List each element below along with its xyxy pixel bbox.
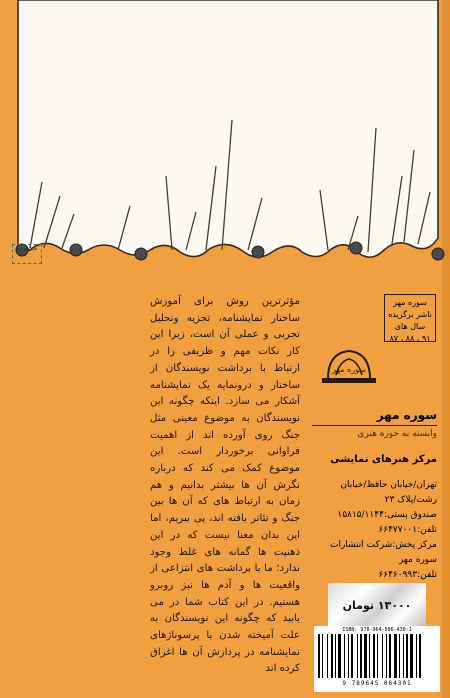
award-line-2: ناشر برگزیده سال های (388, 310, 432, 331)
address-line: تلفن:۶۶۴۶۰۹۹۳ (378, 570, 437, 580)
isbn-barcode (314, 626, 440, 692)
address-line: صندوق پستی:۱۵۸۱۵/۱۱۴۴ (337, 510, 437, 520)
isbn-text: ISBN: 978-964-506-430-1 (342, 627, 412, 633)
address-line: سوره مهر (398, 555, 437, 565)
address-line: تهران/خیابان حافظ/خیابان (340, 480, 437, 490)
logo-text: سوره مهر (332, 365, 366, 374)
award-years: ۹۱ ، ۸۸ ، ۸۷ (389, 334, 431, 343)
address-line: رشت/پلاک ۲۳ (384, 495, 437, 505)
address-line: تلفن:۶۶۴۷۷۰۰۱ (378, 525, 437, 535)
synopsis-text: مؤثرترین روش برای آموزش ساختار نمایشنامه، تجزیه وتحلیل تجربی و عملی آن است، زیرا این کار نکات مهم و ظریفی را در ارتباط با برداشت نویسندگان از ساختار و درونمایه یک نمایشنامه آشکار می سازد. اینکه چگونه این نویسندگان به موضوع معینی مثل جنگ روی آورده اند از اهمیت فراوانی برخوردار است. این موضوع کمک می کند که درباره نگرش آن ها بیشتر بدانیم و هم زمان به ارتباط های که آن ها بین جنگ و تئاتر یافته اند، پی ببریم، اما این بدان معنا نیست که در این ذهنیت ها گمانه های غلط وجود ندارد؛ ما با برداشت های انتزاعی از واقعیت ها و آدم ها نیز روبرو هستیم. در این کتاب شما در می یابید که چگونه این نویسندگان به علت آمیخته شدن با پرسوناژهای نمایشنامه در پردازش آن ها اغراق کرده اند (150, 296, 300, 675)
illustrator-stamp: مجموعه (12, 244, 42, 264)
paper-sheet-illustration (0, 0, 450, 280)
publisher-address (306, 478, 437, 583)
award-line-1: سوره مهر (393, 298, 427, 307)
barcode-number: 9 789645 064301 (342, 680, 412, 687)
publisher-award-badge (384, 294, 436, 342)
publisher-name: سوره مهر (312, 408, 437, 426)
publisher-affiliation: وابسته به حوزه هنری (357, 429, 437, 439)
distributor-name: مرکز هنرهای نمایشی (330, 454, 437, 465)
price-sticker: ۱۳۰۰۰ تومان (328, 583, 426, 627)
barcode-bars-icon (318, 634, 436, 678)
publisher-logo-icon (322, 345, 376, 387)
address-line: مرکز پخش:شرکت انتشارات (329, 540, 437, 550)
